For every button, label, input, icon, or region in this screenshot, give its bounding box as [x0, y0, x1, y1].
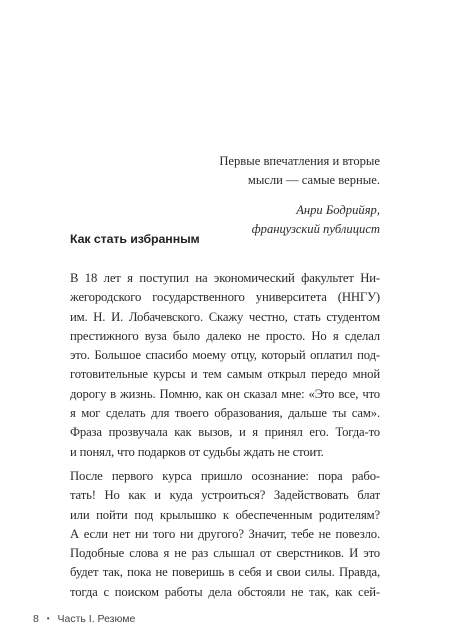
text-line: или пойти под крылышко к обеспеченным родителям? [70, 507, 380, 522]
text-line: В 18 лет я поступил на экономический факультет Ни- [70, 271, 380, 285]
epigraph-author: Анри Бодрийяр, [296, 203, 380, 217]
text-line: Подобные слова я не раз слышал от сверстников. И это [70, 546, 380, 561]
text-line: Фраза прозвучала как вызов, и я принял его. Тогда-то [70, 425, 380, 440]
text-line: им. Н. И. Лобачевского. Скажу честно, стать студентом [70, 309, 380, 324]
text-line: и понял, что подарков от судьбы ждать не стоит. [70, 444, 324, 459]
text-line: тать! Но как и куда устроиться? Задействовать блат [70, 488, 380, 503]
footer-bullet: • [46, 614, 50, 623]
epigraph-author-title: французский публицист [251, 222, 380, 236]
paragraph-1 [70, 269, 380, 462]
page-footer [33, 613, 135, 625]
text-line: это. Большое спасибо моему отцу, который оплатил под- [70, 348, 380, 363]
text-line: После первого курса пришло осознание: пора рабо- [70, 469, 380, 483]
epigraph-line: Первые впечатления и вторые [219, 154, 380, 168]
text-line: готовительные курсы и тем самым открыл передо мной [70, 367, 380, 382]
text-line: тогда с поиском работы дела обстояли не так, как сей- [70, 584, 380, 599]
text-line: престижного вуза было далеко не просто. Но я сделал [70, 328, 380, 343]
text-line: я мог сделать для твоего образования, дальше ты сам». [70, 406, 380, 421]
text-line: дорогу в жизнь. Помню, как он сказал мне: «Это все, что [70, 386, 380, 401]
text-line: жегородского государственного университета (ННГУ) [70, 290, 380, 305]
text-line: А если нет ни того ни другого? Значит, тебе не повезло. [70, 526, 380, 541]
running-title: Часть I. Резюме [57, 613, 136, 625]
page-number: 8 [33, 613, 39, 625]
epigraph-line: мысли — самые верные. [247, 173, 380, 187]
epigraph [120, 152, 380, 239]
paragraph-2 [70, 467, 380, 602]
text-line: будет так, пока не поверишь в себя и свои силы. Правда, [70, 565, 380, 580]
section-heading: Как стать избранным [70, 232, 200, 246]
